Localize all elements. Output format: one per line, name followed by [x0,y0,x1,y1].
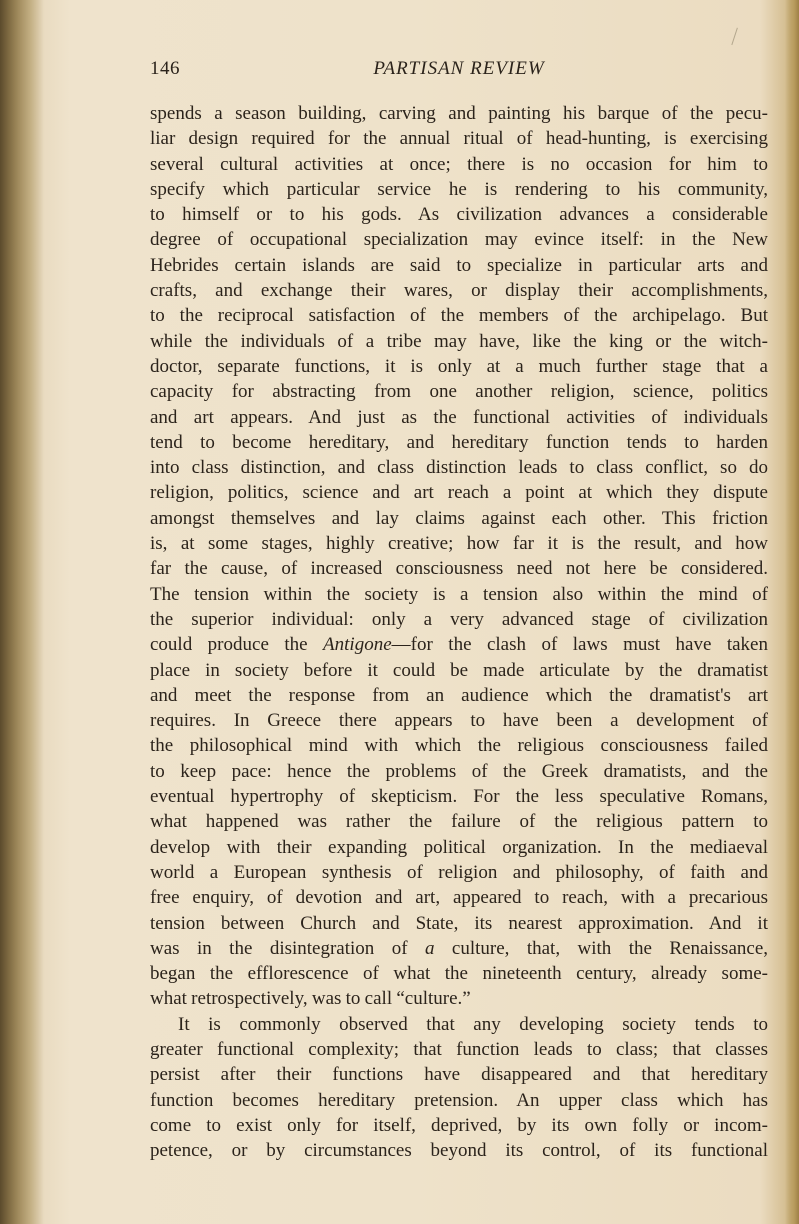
text-line: far the cause, of increased consciousness need not here be considered. [150,558,768,580]
text-line: religion, politics, science and art reach a point at which they dispute [150,482,768,504]
text-line: tend to become hereditary, and hereditary function tends to harden [150,431,768,453]
text-line: began the efflorescence of what the nineteenth century, already some- [150,963,768,985]
text-line: requires. In Greece there appears to have been a development of [150,710,768,732]
text-line: amongst themselves and lay claims against each other. This friction [150,507,768,529]
body-text [150,101,768,1163]
text-line: what retrospectively, was to call “culture.” [150,988,471,1010]
text-line: world a European synthesis of religion and philosophy, of faith and [150,861,768,883]
running-header [150,58,768,88]
text-line: several cultural activities at once; there is no occasion for him to [150,153,768,175]
text-line: eventual hypertrophy of skepticism. For the less speculative Romans, [150,786,768,808]
text-line: could produce the Antigone—for the clash of laws must have taken [150,634,768,656]
pencil-mark [731,28,741,47]
text-line: to keep pace: hence the problems of the Greek dramatists, and the [150,760,768,782]
text-line: persist after their functions have disappeared and that hereditary [150,1064,768,1086]
page-edge-shadow [785,0,799,1224]
journal-title: PARTISAN REVIEW [373,58,545,79]
text-line: doctor, separate functions, it is only at a much further stage that a [150,355,768,377]
text-line: greater functional complexity; that function leads to class; that classes [150,1038,768,1060]
text-line: place in society before it could be made articulate by the dramatist [150,659,768,681]
text-line: to himself or to his gods. As civilization advances a considerable [150,204,768,226]
text-line: into class distinction, and class distinction leads to class conflict, so do [150,457,768,479]
text-line: and meet the response from an audience which the dramatist's art [150,684,768,706]
text-line: The tension within the society is a tension also within the mind of [150,583,768,605]
text-line: capacity for abstracting from one another religion, science, politics [150,381,768,403]
text-line: develop with their expanding political organization. In the mediaeval [150,836,768,858]
text-line: to the reciprocal satisfaction of the members of the archipelago. But [150,305,768,327]
text-line: was in the disintegration of a culture, that, with the Renaissance, [150,937,768,959]
text-line: spends a season building, carving and painting his barque of the pecu- [150,103,768,124]
text-line: the superior individual: only a very advanced stage of civilization [150,608,768,630]
text-line: is, at some stages, highly creative; how far it is the result, and how [150,533,768,555]
text-line: and art appears. And just as the functional activities of individuals [150,406,768,428]
text-line: crafts, and exchange their wares, or display their accomplishments, [150,280,768,302]
text-line: free enquiry, of devotion and art, appeared to reach, with a precarious [150,887,768,909]
text-line: what happened was rather the failure of the religious pattern to [150,811,768,833]
book-gutter-shadow [0,0,44,1224]
text-line: It is commonly observed that any developing society tends to [178,1013,768,1035]
text-line: while the individuals of a tribe may have, like the king or the witch- [150,330,768,352]
text-line: the philosophical mind with which the religious consciousness failed [150,735,768,757]
text-line: specify which particular service he is rendering to his community, [150,178,768,200]
text-line: degree of occupational specialization may evince itself: in the New [150,229,768,251]
text-line: tension between Church and State, its nearest approximation. And it [150,912,768,934]
text-line: liar design required for the annual ritual of head-hunting, is exercising [150,128,768,150]
text-line: Hebrides certain islands are said to specialize in particular arts and [150,254,768,276]
text-line: function becomes hereditary pretension. An upper class which has [150,1089,768,1111]
text-line: come to exist only for itself, deprived, by its own folly or incom- [150,1114,768,1136]
page-number: 146 [150,58,180,79]
text-line: petence, or by circumstances beyond its control, of its functional [150,1140,768,1162]
